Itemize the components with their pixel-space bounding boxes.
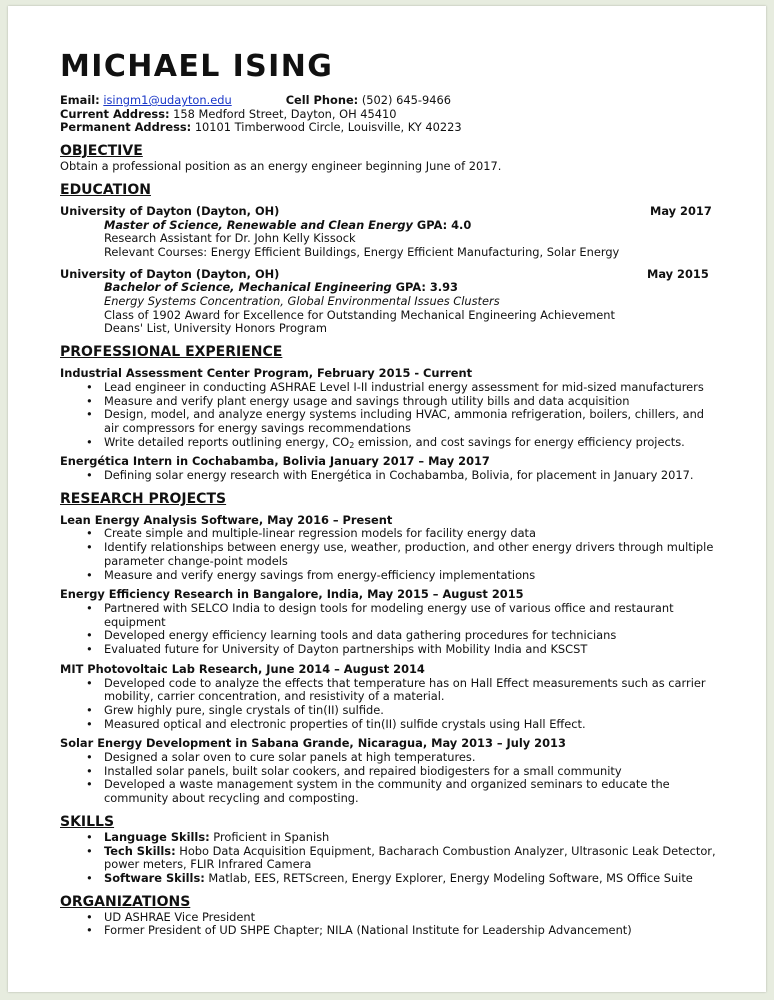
education-heading: EDUCATION: [60, 181, 151, 198]
education-entry: [60, 268, 720, 337]
project-bullet: • Developed energy efficiency learning tools and data gathering procedures for technicians: [60, 629, 720, 643]
skill-item: [60, 845, 720, 872]
skills-list: [60, 831, 720, 886]
resume-page: [8, 6, 766, 992]
education-detail: Deans' List, University Honors Program: [104, 321, 327, 336]
skill-text: Matlab, EES, RETScreen, Energy Explorer, Energy Modeling Software, MS Office Suite: [204, 870, 693, 885]
skills-heading: SKILLS: [60, 813, 115, 830]
education-detail: Research Assistant for Dr. John Kelly Kissock: [104, 231, 356, 246]
education-header: [60, 205, 720, 219]
skill-text: Proficient in Spanish: [209, 829, 330, 844]
education-degree: Master of Science, Renewable and Clean Energy: [104, 217, 413, 232]
job-title: Industrial Assessment Center Program, February 2015 - Current: [60, 366, 473, 381]
project-bullets: [60, 527, 720, 582]
organizations-list: [60, 911, 720, 938]
current-address-value: 158 Medford Street, Dayton, OH 45410: [173, 106, 397, 121]
project-title: Energy Efficiency Research in Bangalore, India, May 2015 – August 2015: [60, 587, 524, 602]
education-gpa: GPA: 4.0: [412, 217, 472, 232]
education-header: [60, 268, 720, 282]
email-link[interactable]: isingm1@udayton.edu: [103, 93, 232, 107]
skill-label: Tech Skills:: [104, 843, 176, 858]
contact-current-address: [60, 108, 720, 122]
project-bullet: • Developed a waste management system in the community and organized seminars to educate the community about recycling and composting.: [60, 778, 720, 805]
project-bullet: • Evaluated future for University of Dayton partnerships with Mobility India and KSCST: [60, 643, 720, 657]
co2-text-pre: Write detailed reports outlining energy, CO: [104, 434, 350, 449]
skill-item: [60, 872, 720, 886]
project-bullet: • Partnered with SELCO India to design tools for modeling energy use of various office and restaurant equipment: [60, 602, 720, 629]
candidate-name: MICHAEL ISING: [60, 49, 334, 84]
experience-heading: PROFESSIONAL EXPERIENCE: [60, 344, 283, 361]
project-bullets: [60, 602, 720, 657]
contact-permanent-address: [60, 121, 720, 135]
phone-label: Cell Phone:: [285, 93, 359, 107]
project-bullet: • Create simple and multiple-linear regression models for facility energy data: [60, 527, 720, 541]
project-title: Lean Energy Analysis Software, May 2016 – Present: [60, 512, 393, 527]
project-bullet: • Grew highly pure, single crystals of tin(II) sulfide.: [60, 704, 720, 718]
job-bullet: • Measure and verify plant energy usage and savings through utility bills and data acquisition: [60, 395, 720, 409]
education-school: University of Dayton (Dayton, OH): [60, 266, 280, 281]
job-bullet: [60, 436, 720, 450]
education-school: University of Dayton (Dayton, OH): [60, 203, 280, 218]
project-bullet: • Measure and verify energy savings from energy-efficiency implementations: [60, 569, 720, 583]
contact-email-phone: [60, 94, 720, 108]
job-bullets: [60, 469, 720, 483]
permanent-address-value: 10101 Timberwood Circle, Louisville, KY 40223: [194, 120, 462, 135]
project-bullets: [60, 751, 720, 806]
organization-item: • Former President of UD SHPE Chapter; NILA (National Institute for Leadership Advancement): [60, 924, 720, 938]
education-detail: Relevant Courses: Energy Efficient Buildings, Energy Efficient Manufacturing, Solar Energy: [104, 244, 620, 259]
project-bullet: • Installed solar panels, built solar cookers, and repaired biodigesters for a small community: [60, 765, 720, 779]
permanent-address-label: Permanent Address:: [60, 120, 192, 135]
skill-label: Language Skills:: [104, 829, 210, 844]
skill-text: Hobo Data Acquisition Equipment, Bacharach Combustion Analyzer, Ultrasonic Leak Detector, power meters, FLIR Infrared Camera: [104, 843, 716, 872]
co2-subscript: 2: [349, 440, 355, 450]
job-bullet: • Design, model, and analyze energy systems including HVAC, ammonia refrigeration, boilers, chillers, and air compressors for energy savings recommendations: [60, 408, 720, 435]
education-concentration: Energy Systems Concentration, Global Environmental Issues Clusters: [104, 294, 500, 309]
skill-label: Software Skills:: [104, 870, 205, 885]
current-address-label: Current Address:: [60, 106, 170, 121]
job-bullet: • Defining solar energy research with Energética in Cochabamba, Bolivia, for placement in January 2017.: [60, 469, 720, 483]
education-date: May 2015: [647, 266, 709, 281]
objective-text: Obtain a professional position as an energy engineer beginning June of 2017.: [60, 159, 502, 174]
phone-value: (502) 645-9466: [361, 93, 451, 107]
objective-heading: OBJECTIVE: [60, 143, 143, 160]
job-bullets: [60, 381, 720, 450]
research-heading: RESEARCH PROJECTS: [60, 490, 227, 507]
organizations-heading: ORGANIZATIONS: [60, 893, 191, 910]
resume-content: [60, 50, 720, 938]
education-degree-line: [60, 219, 720, 233]
co2-text-post: emission, and cost savings for energy efficiency projects.: [354, 434, 685, 449]
education-date: May 2017: [650, 203, 712, 218]
project-title: Solar Energy Development in Sabana Grande, Nicaragua, May 2013 – July 2013: [60, 736, 566, 751]
education-entry: [60, 205, 720, 260]
project-bullet: • Measured optical and electronic properties of tin(II) sulfide crystals using Hall Effect.: [60, 718, 720, 732]
project-bullets: [60, 677, 720, 732]
organization-item: • UD ASHRAE Vice President: [60, 911, 720, 925]
education-gpa: GPA: 3.93: [391, 280, 458, 295]
project-bullet: • Designed a solar oven to cure solar panels at high temperatures.: [60, 751, 720, 765]
project-bullet: • Developed code to analyze the effects that temperature has on Hall Effect measurements such as carrier mobility, carrier concentration, and resistivity of a material.: [60, 677, 720, 704]
job-bullet: • Lead engineer in conducting ASHRAE Level I-II industrial energy assessment for mid-sized manufacturers: [60, 381, 720, 395]
email-label: Email:: [60, 93, 100, 107]
job-title: Energética Intern in Cochabamba, Bolivia January 2017 – May 2017: [60, 454, 490, 469]
skill-item: [60, 831, 720, 845]
education-degree: Bachelor of Science, Mechanical Engineering: [104, 280, 392, 295]
education-detail: Class of 1902 Award for Excellence for Outstanding Mechanical Engineering Achievement: [104, 307, 615, 322]
project-bullet: • Identify relationships between energy use, weather, production, and other energy drivers through multiple parameter change-point models: [60, 541, 720, 568]
project-title: MIT Photovoltaic Lab Research, June 2014 – August 2014: [60, 661, 425, 676]
education-degree-line: [60, 281, 720, 295]
